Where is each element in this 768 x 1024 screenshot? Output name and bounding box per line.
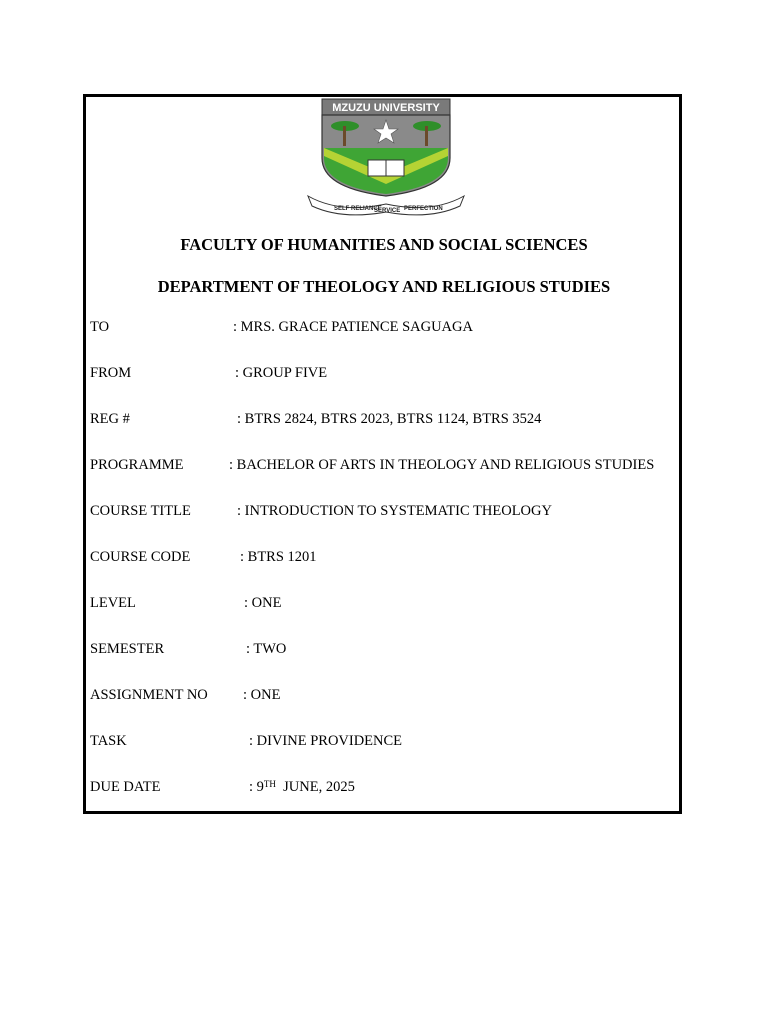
field-value-from: : GROUP FIVE (235, 365, 328, 381)
field-label-assignment-no: ASSIGNMENT NO (90, 687, 208, 703)
field-label-level: LEVEL (90, 595, 136, 611)
field-label-due-date: DUE DATE (90, 779, 161, 795)
crest-motto-2: SERVICE (374, 208, 401, 214)
field-label-programme: PROGRAMME (90, 457, 184, 473)
field-label-reg: REG # (90, 411, 130, 427)
field-value-to: : MRS. GRACE PATIENCE SAGUAGA (233, 319, 473, 335)
crest-motto-3: PERFECTION (404, 206, 443, 212)
field-value-course-code: : BTRS 1201 (240, 549, 317, 565)
field-label-task: TASK (90, 733, 127, 749)
field-value-reg: : BTRS 2824, BTRS 2023, BTRS 1124, BTRS 3524 (237, 411, 542, 427)
field-label-course-title: COURSE TITLE (90, 503, 191, 519)
due-date-prefix: : 9 (249, 779, 264, 795)
field-value-programme: : BACHELOR OF ARTS IN THEOLOGY AND RELIGIOUS STUDIES (229, 457, 655, 473)
field-value-level: : ONE (244, 595, 282, 611)
field-label-from: FROM (90, 365, 132, 381)
due-date-suffix: JUNE, 2025 (275, 779, 355, 795)
field-value-semester: : TWO (246, 641, 287, 657)
department-heading: DEPARTMENT OF THEOLOGY AND RELIGIOUS STUDIES (157, 277, 611, 296)
field-label-course-code: COURSE CODE (90, 549, 191, 565)
university-crest-logo (300, 96, 472, 216)
field-label-to: TO (90, 319, 110, 335)
due-date-ordinal: TH (263, 779, 276, 789)
faculty-heading: FACULTY OF HUMANITIES AND SOCIAL SCIENCES (180, 235, 588, 254)
crest-title-text: MZUZU UNIVERSITY (332, 102, 440, 114)
field-label-semester: SEMESTER (90, 641, 165, 657)
field-value-task: : DIVINE PROVIDENCE (249, 733, 403, 749)
crest-motto-1: SELF RELIANCE (334, 206, 382, 212)
field-value-assignment-no: : ONE (243, 687, 281, 703)
field-value-due-date (249, 778, 355, 796)
field-value-course-title: : INTRODUCTION TO SYSTEMATIC THEOLOGY (237, 503, 552, 519)
